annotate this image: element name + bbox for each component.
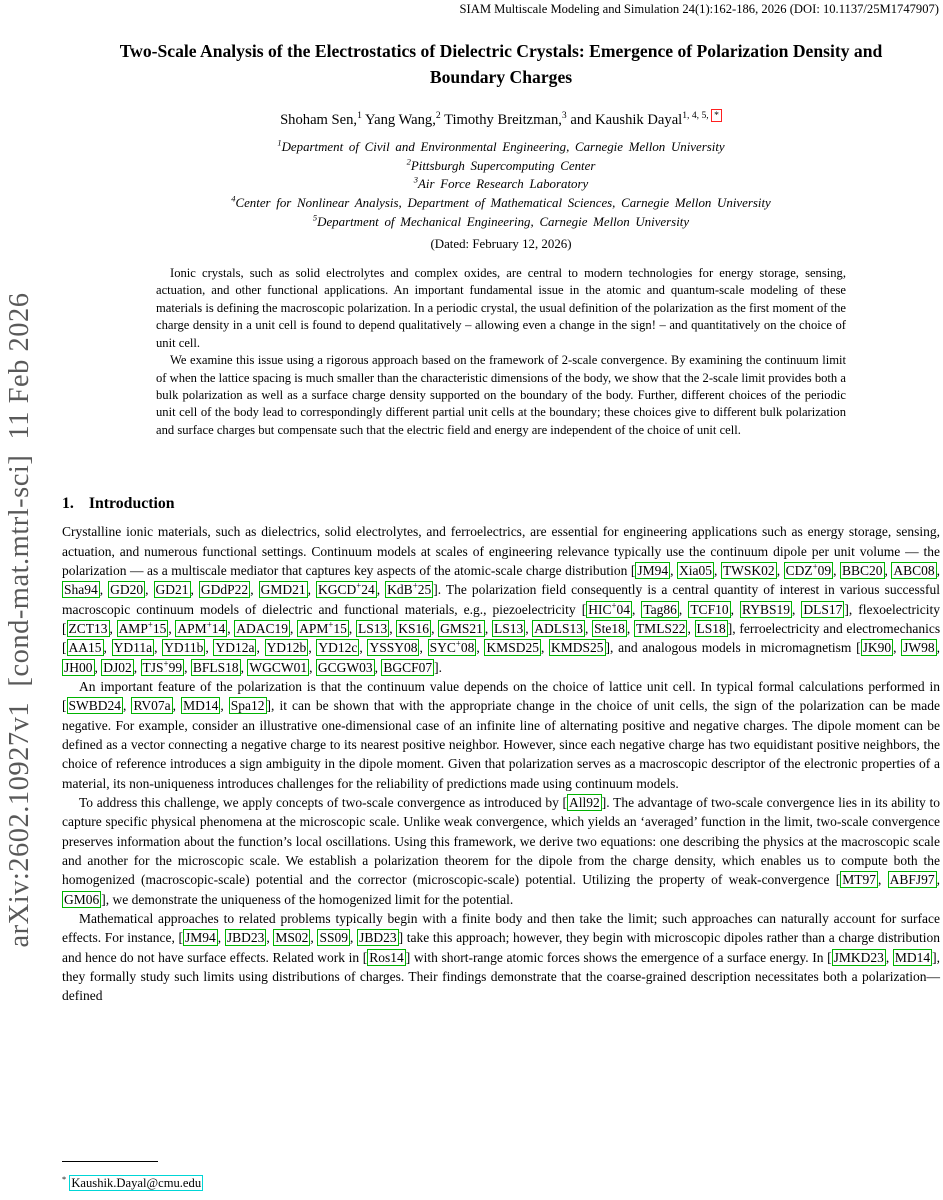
citation-link[interactable]: GMS21 xyxy=(440,620,483,636)
citation-link[interactable]: GD21 xyxy=(155,582,189,598)
abstract-paragraph: We examine this issue using a rigorous approach based on the framework of 2-scale convergence. By examining the continuum limit of when the lattice spacing is much smaller than the characteristic dimensions of the body, we show that the 2-scale limit provides both a bulk polarization as well as a surface charge density supported on the boundary of the body. Further, different choices of the periodic unit cell of the body lead to correspondingly different partial unit cells at the boundary; these choices give to different bulk polarization and surface charges but compensate such that the electric field and energy are independent of the choice of unit cell. xyxy=(156,353,846,437)
superscript: 3 xyxy=(413,175,419,186)
citation-link[interactable]: JH00 xyxy=(64,659,93,675)
citation-link[interactable]: Ros14 xyxy=(369,949,404,965)
superscript: 5 xyxy=(312,212,318,223)
affiliation: $^4$Center for Nonlinear Analysis, Department of Mathematical Sciences, Carnegie Mellon University xyxy=(231,193,771,211)
superscript: 4 xyxy=(231,193,236,204)
citation-link[interactable]: GDdP22 xyxy=(200,582,249,598)
citation-link[interactable]: BFLS18 xyxy=(192,659,239,675)
citation-link[interactable]: RV07a xyxy=(133,698,171,714)
dateline: (Dated: February 12, 2026) xyxy=(430,236,572,251)
citation-link[interactable]: JM94 xyxy=(185,930,216,946)
citation-link[interactable]: ABFJ97 xyxy=(889,872,935,888)
citation-link[interactable]: ABC08 xyxy=(893,562,935,578)
citation-link[interactable]: GCGW03 xyxy=(317,659,373,675)
citation-link[interactable]: RYBS19 xyxy=(741,601,790,617)
citation-link[interactable]: AMP+15 xyxy=(118,619,167,636)
email-link[interactable]: Kaushik.Dayal@cmu.edu xyxy=(71,1176,202,1190)
citation-link[interactable]: KMDS25 xyxy=(551,640,604,656)
citation-superscript: + xyxy=(812,561,818,572)
superscript: 1 xyxy=(357,109,362,121)
citation-link[interactable]: JBD23 xyxy=(359,930,397,946)
page xyxy=(62,24,940,1006)
citation-link[interactable]: MT97 xyxy=(842,872,877,888)
citation-link[interactable]: All92 xyxy=(569,794,600,810)
section-heading xyxy=(62,495,940,513)
superscript: 2 xyxy=(435,109,441,121)
paragraph: To address this challenge, we apply concepts of two-scale convergence as introduced by [ All92 ]. The advantage of two-scale convergence lies in its ability to capture specific physical phenomena at the microscopic scale. Unlike weak convergence, which yields an ‘averaged’ function in the limit, two-scale convergence preserves information about the function’s local oscillations. Using this framework, we derive two equations: one describing the physics at the macroscopic scale and another for the microscopic scale. We establish a polarization theorem for the dipole from the charge density, which enables us to compute both the homogenized (macroscopic-scale) potential and the corrector (microscopic-scale) potential. Utilizing the property of weak-convergence [ MT97 , ABFJ97 , GM06 ], we demonstrate the uniqueness of the homogenized limit for the potential. xyxy=(62,794,941,907)
affiliation: $^5$Department of Mechanical Engineering, Carnegie Mellon University xyxy=(312,212,690,230)
paragraph: An important feature of the polarization is that the continuum value depends on the choice of lattice unit cell. In typical formal calculations performed in [ SWBD24 , RV07a , MD14 , Spa12 ], it can be shown that with the appropriate change in the choice of unit cells, the sign of the polarization can be made negative. For example, consider an illustrative one-dimensional case of an infinite line of alternating positive and negative charges. The dipole moment can be defined as a vector connecting a negative charge to its nearest positive neighbor. However, since each negative charge has two equidistant positive neighbors, the choice of reference introduces a sign ambiguity in the dipole moment. Given that polarization serves as a macroscopic descriptor of the electronic properties of a material, its non-uniqueness introduces challenges for the reliability of predictions made using continuum models. xyxy=(62,678,940,791)
citation-superscript: + xyxy=(356,580,362,591)
section-number: 1. xyxy=(62,495,74,513)
citation-link[interactable]: BGCF07 xyxy=(383,659,433,675)
citation-link[interactable]: YD11b xyxy=(164,640,204,656)
citation-link[interactable]: TMLS22 xyxy=(635,620,686,636)
citation-link[interactable]: KMSD25 xyxy=(486,640,539,656)
citation-superscript: + xyxy=(412,580,418,591)
citation-link[interactable]: MD14 xyxy=(183,698,219,714)
citation-link[interactable]: ADLS13 xyxy=(534,620,584,636)
citation-link[interactable]: TWSK02 xyxy=(722,562,775,578)
citation-link[interactable]: YD12c xyxy=(318,640,358,656)
citation-superscript: + xyxy=(455,638,461,649)
citation-link[interactable]: APM+15 xyxy=(299,619,347,636)
citation-link[interactable]: JK90 xyxy=(862,640,892,656)
citation-link[interactable]: CDZ+09 xyxy=(785,561,832,578)
citation-link[interactable]: YD12b xyxy=(266,640,307,656)
citation-superscript: + xyxy=(611,600,617,611)
citation-link[interactable]: Xia05 xyxy=(679,562,713,578)
citation-link[interactable]: APM+14 xyxy=(177,619,226,636)
citation-link[interactable]: HIC+04 xyxy=(588,600,630,617)
citation-link[interactable]: GD20 xyxy=(110,582,144,598)
affiliation: $^2$Pittsburgh Supercomputing Center xyxy=(406,156,596,173)
citation-link[interactable]: GMD21 xyxy=(260,582,306,598)
arxiv-stamp: arXiv:2602.10927v1 [cond-mat.mtrl-sci] 11 Feb 2026 xyxy=(4,292,35,948)
affiliation: $^3$Air Force Research Laboratory xyxy=(413,175,589,192)
footnote-marker-link[interactable]: * xyxy=(711,109,722,122)
citation-link[interactable]: ZCT13 xyxy=(68,620,108,636)
citation-link[interactable]: WGCW01 xyxy=(249,659,308,675)
citation-superscript: + xyxy=(163,658,169,669)
citation-link[interactable]: MS02 xyxy=(275,930,309,946)
paper-title: Two-Scale Analysis of the Electrostatics of Dielectric Crystals: Emergence of Polarization Density and Boundary Charges xyxy=(119,41,883,88)
citation-link[interactable]: JMKD23 xyxy=(833,949,884,965)
superscript: * xyxy=(62,1174,67,1184)
citation-link[interactable]: Tag86 xyxy=(643,601,677,617)
superscript: 1, 4, 5, xyxy=(682,109,712,121)
citation-link[interactable]: YSSY08 xyxy=(369,640,418,656)
affiliation: $^1$Department of Civil and Environmental Engineering, Carnegie Mellon University xyxy=(277,137,725,154)
citation-link[interactable]: BBC20 xyxy=(842,562,883,578)
citation-link[interactable]: GM06 xyxy=(64,891,100,907)
citation-link[interactable]: YD12a xyxy=(215,640,255,656)
abstract-paragraph: Ionic crystals, such as solid electrolytes and complex oxides, are central to modern technologies for energy storage, sensing, actuation, and other functional applications. An important fundamental issue in the atomic and quantum-scale modeling of these materials is defining the macroscopic polarization. In a periodic crystal, the usual definition of the polarization as the first moment of the charge density in a unit cell is found to depend qualitatively – allowing even a change in the sign! – and quantitatively on the choice of unit cell. xyxy=(156,265,846,350)
author-line: Shoham Sen,$^1$ Yang Wang,$^2$ Timothy Breitzman,$^3$ and Kaushik Dayal$^{1, 4, 5,}$ * xyxy=(62,112,940,129)
citation-link[interactable]: JW98 xyxy=(903,640,935,656)
citation-link[interactable]: TCF10 xyxy=(690,601,729,617)
citation-link[interactable]: Ste18 xyxy=(594,620,625,636)
citation-link[interactable]: TJS+99 xyxy=(142,658,183,675)
citation-link[interactable]: LS18 xyxy=(696,620,726,636)
journal-header: SIAM Multiscale Modeling and Simulation 24(1):162-186, 2026 (DOI: 10.1137/25M1747907) xyxy=(459,2,939,16)
citation-link[interactable]: JM94 xyxy=(637,562,669,578)
superscript: 3 xyxy=(561,109,567,121)
citation-link[interactable]: LS13 xyxy=(357,620,388,636)
affiliation-list xyxy=(62,138,940,232)
paragraph: Mathematical approaches to related problems typically begin with a finite body and then take the limit; such approaches can naturally account for surface effects. For instance, [ JM94 , JBD23 , MS02 , SS09 , JBD23 ] take this approach; however, they begin with microscopic dipoles rather than a charge distribution and hence do not have surface effects. Related work in [ Ros14 ] with short-range atomic forces shows the emergence of a surface energy. In [ JMKD23 , MD14 ], they formally study such limits using distributions of charges. Their findings demonstrate that the coarse-grained description necessitates both a polarization—defined xyxy=(62,910,941,1004)
paragraph: Crystalline ionic materials, such as dielectrics, solid electrolytes, and ferroelectrics, are essential for engineering applications such as energy storage, sensing, actuation, and numerous functional settings. Continuum models at scales of engineering relevance typically use the continuum dipole per unit volume — the polarization — as a multiscale mediator that captures key aspects of the atomic-scale charge distribution [ JM94 , Xia05 , TWSK02 , CDZ+09 , BBC20 , ABC08 , Sha94 , GD20 , GD21 , GDdP22 , GMD21 , KGCD+24 , KdB+25 ]. The polarization field consequently is a central quantity of interest in various successful macroscopic continuum models of dielectric and functional materials, e.g., piezoelectricity [ HIC+04 , Tag86 , TCF10 , RYBS19 , DLS17 ], flexoelectricity [ ZCT13 , AMP+15 , APM+14 , ADAC19 , APM+15 , LS13 , KS16 , GMS21 , LS13 , ADLS13 , Ste18 , TMLS22 , LS18 ], ferroelectricity and electromechanics [ AA15 , YD11a , YD11b , YD12a , YD12b , YD12c , YSSY08 , SYC+08 , KMSD25 , KMDS25 ], and analogous models in micromagnetism [ JK90 , JW98 , JH00 , DJ02 , TJS+99 , BFLS18 , WGCW01 , GCGW03 , BGCF07 ]. xyxy=(62,524,941,675)
citation-link[interactable]: Spa12 xyxy=(230,698,265,714)
citation-link[interactable]: DLS17 xyxy=(803,601,843,617)
citation-link[interactable]: KS16 xyxy=(398,620,430,636)
citation-link[interactable]: YD11a xyxy=(113,640,153,656)
citation-link[interactable]: JBD23 xyxy=(226,930,265,946)
superscript: 2 xyxy=(406,156,411,167)
citation-superscript: + xyxy=(147,619,153,630)
abstract xyxy=(156,265,846,439)
citation-link[interactable]: SS09 xyxy=(319,930,349,946)
citation-link[interactable]: KdB+25 xyxy=(387,580,432,598)
citation-link[interactable]: AA15 xyxy=(68,640,102,656)
citation-link[interactable]: SWBD24 xyxy=(68,698,122,714)
citation-link[interactable]: ADAC19 xyxy=(236,620,289,636)
citation-link[interactable]: SYC+08 xyxy=(429,638,475,656)
footnote xyxy=(62,1176,203,1191)
citation-link[interactable]: KGCD+24 xyxy=(317,580,375,598)
citation-link[interactable]: LS13 xyxy=(493,620,524,636)
footnote-rule xyxy=(62,1161,158,1162)
citation-superscript: + xyxy=(206,619,212,630)
section-title: Introduction xyxy=(88,495,175,513)
citation-link[interactable]: Sha94 xyxy=(64,582,98,598)
citation-link[interactable]: MD14 xyxy=(894,949,931,965)
citation-superscript: + xyxy=(328,619,334,630)
superscript: 1 xyxy=(277,137,282,148)
citation-link[interactable]: DJ02 xyxy=(103,659,132,675)
